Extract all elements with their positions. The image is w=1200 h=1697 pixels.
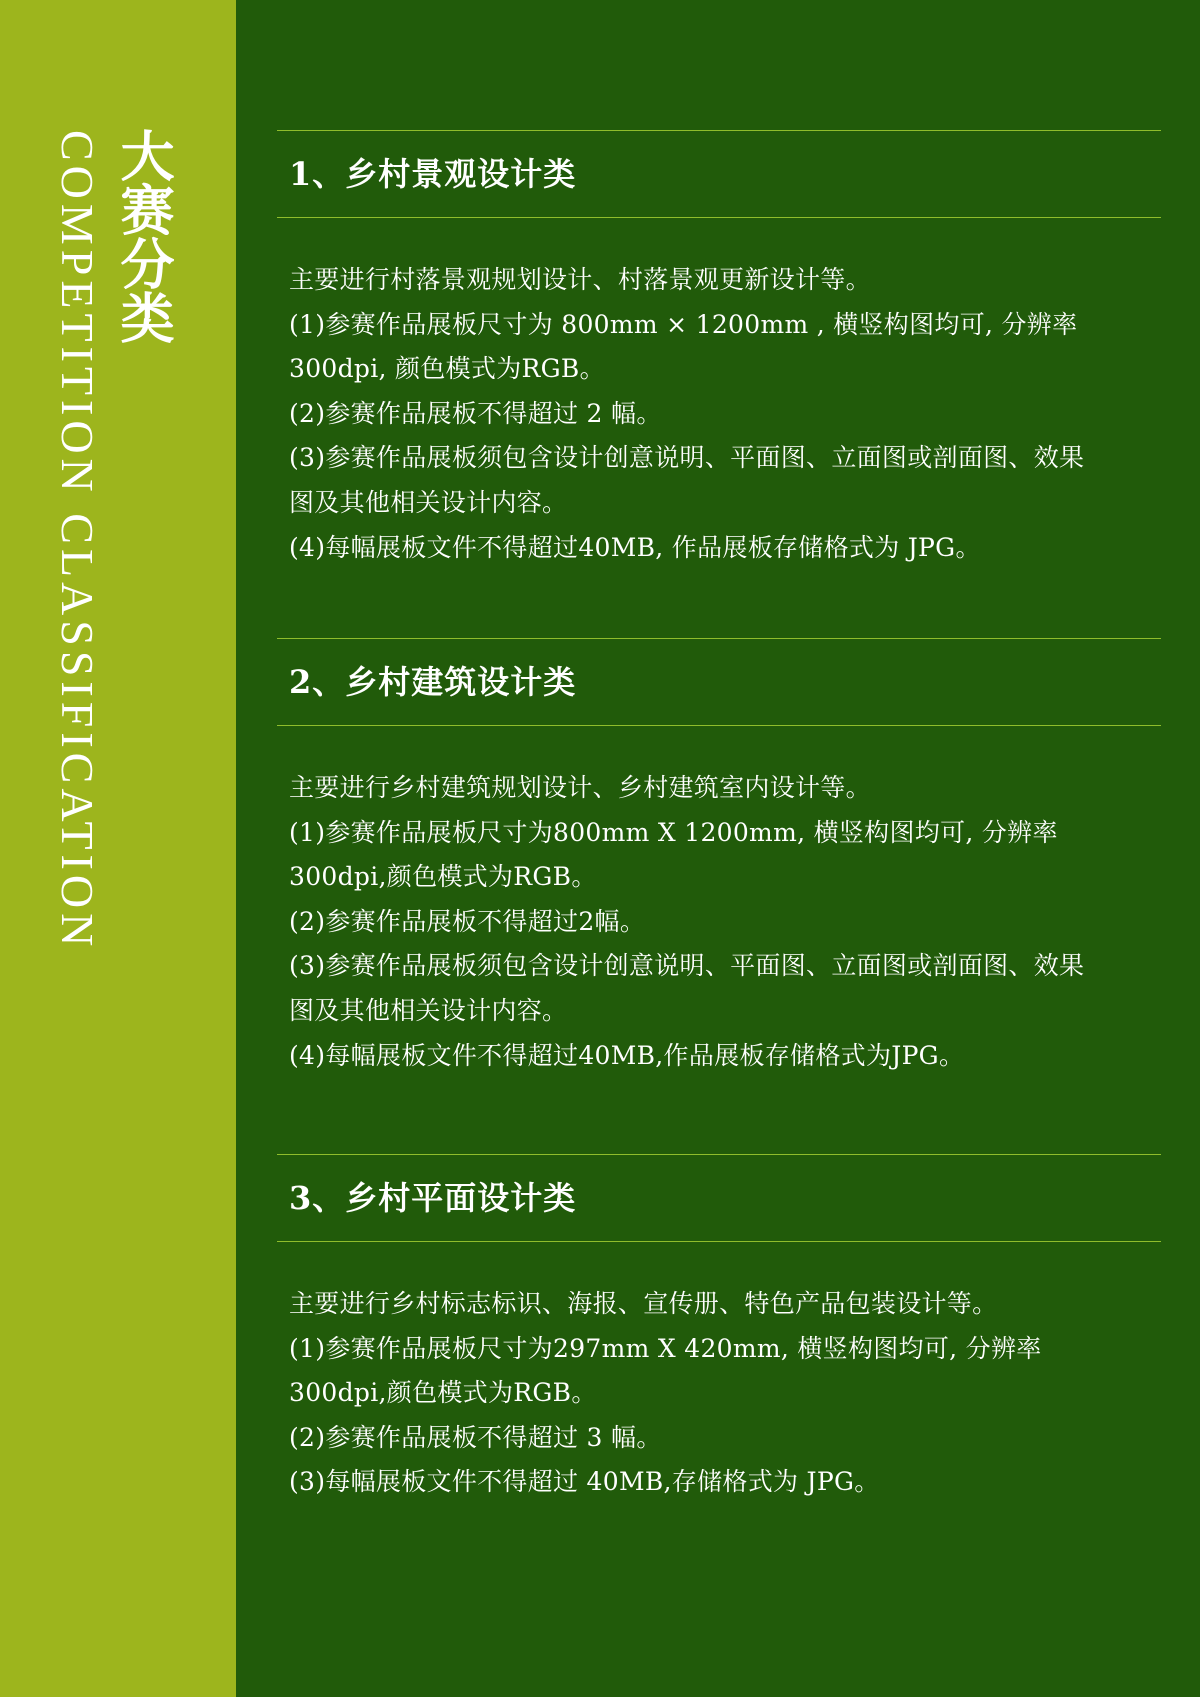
- body-line: (3)每幅展板文件不得超过 40MB,存储格式为 JPG。: [289, 1467, 880, 1497]
- body-line: (3)参赛作品展板须包含设计创意说明、平面图、立面图或剖面图、效果: [289, 443, 1085, 473]
- body-line: (2)参赛作品展板不得超过 3 幅。: [289, 1422, 662, 1452]
- body-line: 图及其他相关设计内容。: [289, 995, 568, 1025]
- body-line: 图及其他相关设计内容。: [289, 487, 568, 517]
- body-line: (1)参赛作品展板尺寸为 800mm × 1200mm , 横竖构图均可, 分辨率: [289, 309, 1078, 339]
- body-line: (1)参赛作品展板尺寸为800mm X 1200mm, 横竖构图均可, 分辨率: [289, 817, 1058, 847]
- section-body: [277, 218, 1169, 638]
- section-title: 3、乡村平面设计类: [289, 1179, 577, 1217]
- section-architecture-design: [277, 638, 1161, 1154]
- sidebar-title-chinese: 大赛分类: [112, 128, 176, 344]
- body-line: 300dpi,颜色模式为RGB。: [289, 1378, 597, 1408]
- body-line: (4)每幅展板文件不得超过40MB, 作品展板存储格式为 JPG。: [289, 532, 981, 562]
- body-line: 300dpi, 颜色模式为RGB。: [289, 354, 605, 384]
- body-line: (1)参赛作品展板尺寸为297mm X 420mm, 横竖构图均可, 分辨率: [289, 1333, 1042, 1363]
- section-title: 1、乡村景观设计类: [289, 155, 577, 193]
- section-body: [277, 1242, 1169, 1505]
- section-body: [277, 726, 1169, 1154]
- body-line: (3)参赛作品展板须包含设计创意说明、平面图、立面图或剖面图、效果: [289, 951, 1085, 981]
- body-line: 主要进行乡村建筑规划设计、乡村建筑室内设计等。: [289, 773, 871, 802]
- body-line: (4)每幅展板文件不得超过40MB,作品展板存储格式为JPG。: [289, 1040, 965, 1070]
- section-landscape-design: [277, 130, 1161, 638]
- body-line: 300dpi,颜色模式为RGB。: [289, 862, 597, 892]
- section-title: 2、乡村建筑设计类: [289, 663, 577, 701]
- body-line: (2)参赛作品展板不得超过 2 幅。: [289, 398, 662, 428]
- section-graphic-design: [277, 1154, 1161, 1505]
- sidebar: [0, 0, 236, 1697]
- body-line: 主要进行乡村标志标识、海报、宣传册、特色产品包装设计等。: [289, 1289, 998, 1318]
- body-line: (2)参赛作品展板不得超过2幅。: [289, 906, 646, 936]
- body-line: 主要进行村落景观规划设计、村落景观更新设计等。: [289, 265, 871, 294]
- main-content: [277, 130, 1161, 1505]
- sidebar-title-english: COMPETITION CLASSIFICATION: [52, 130, 103, 952]
